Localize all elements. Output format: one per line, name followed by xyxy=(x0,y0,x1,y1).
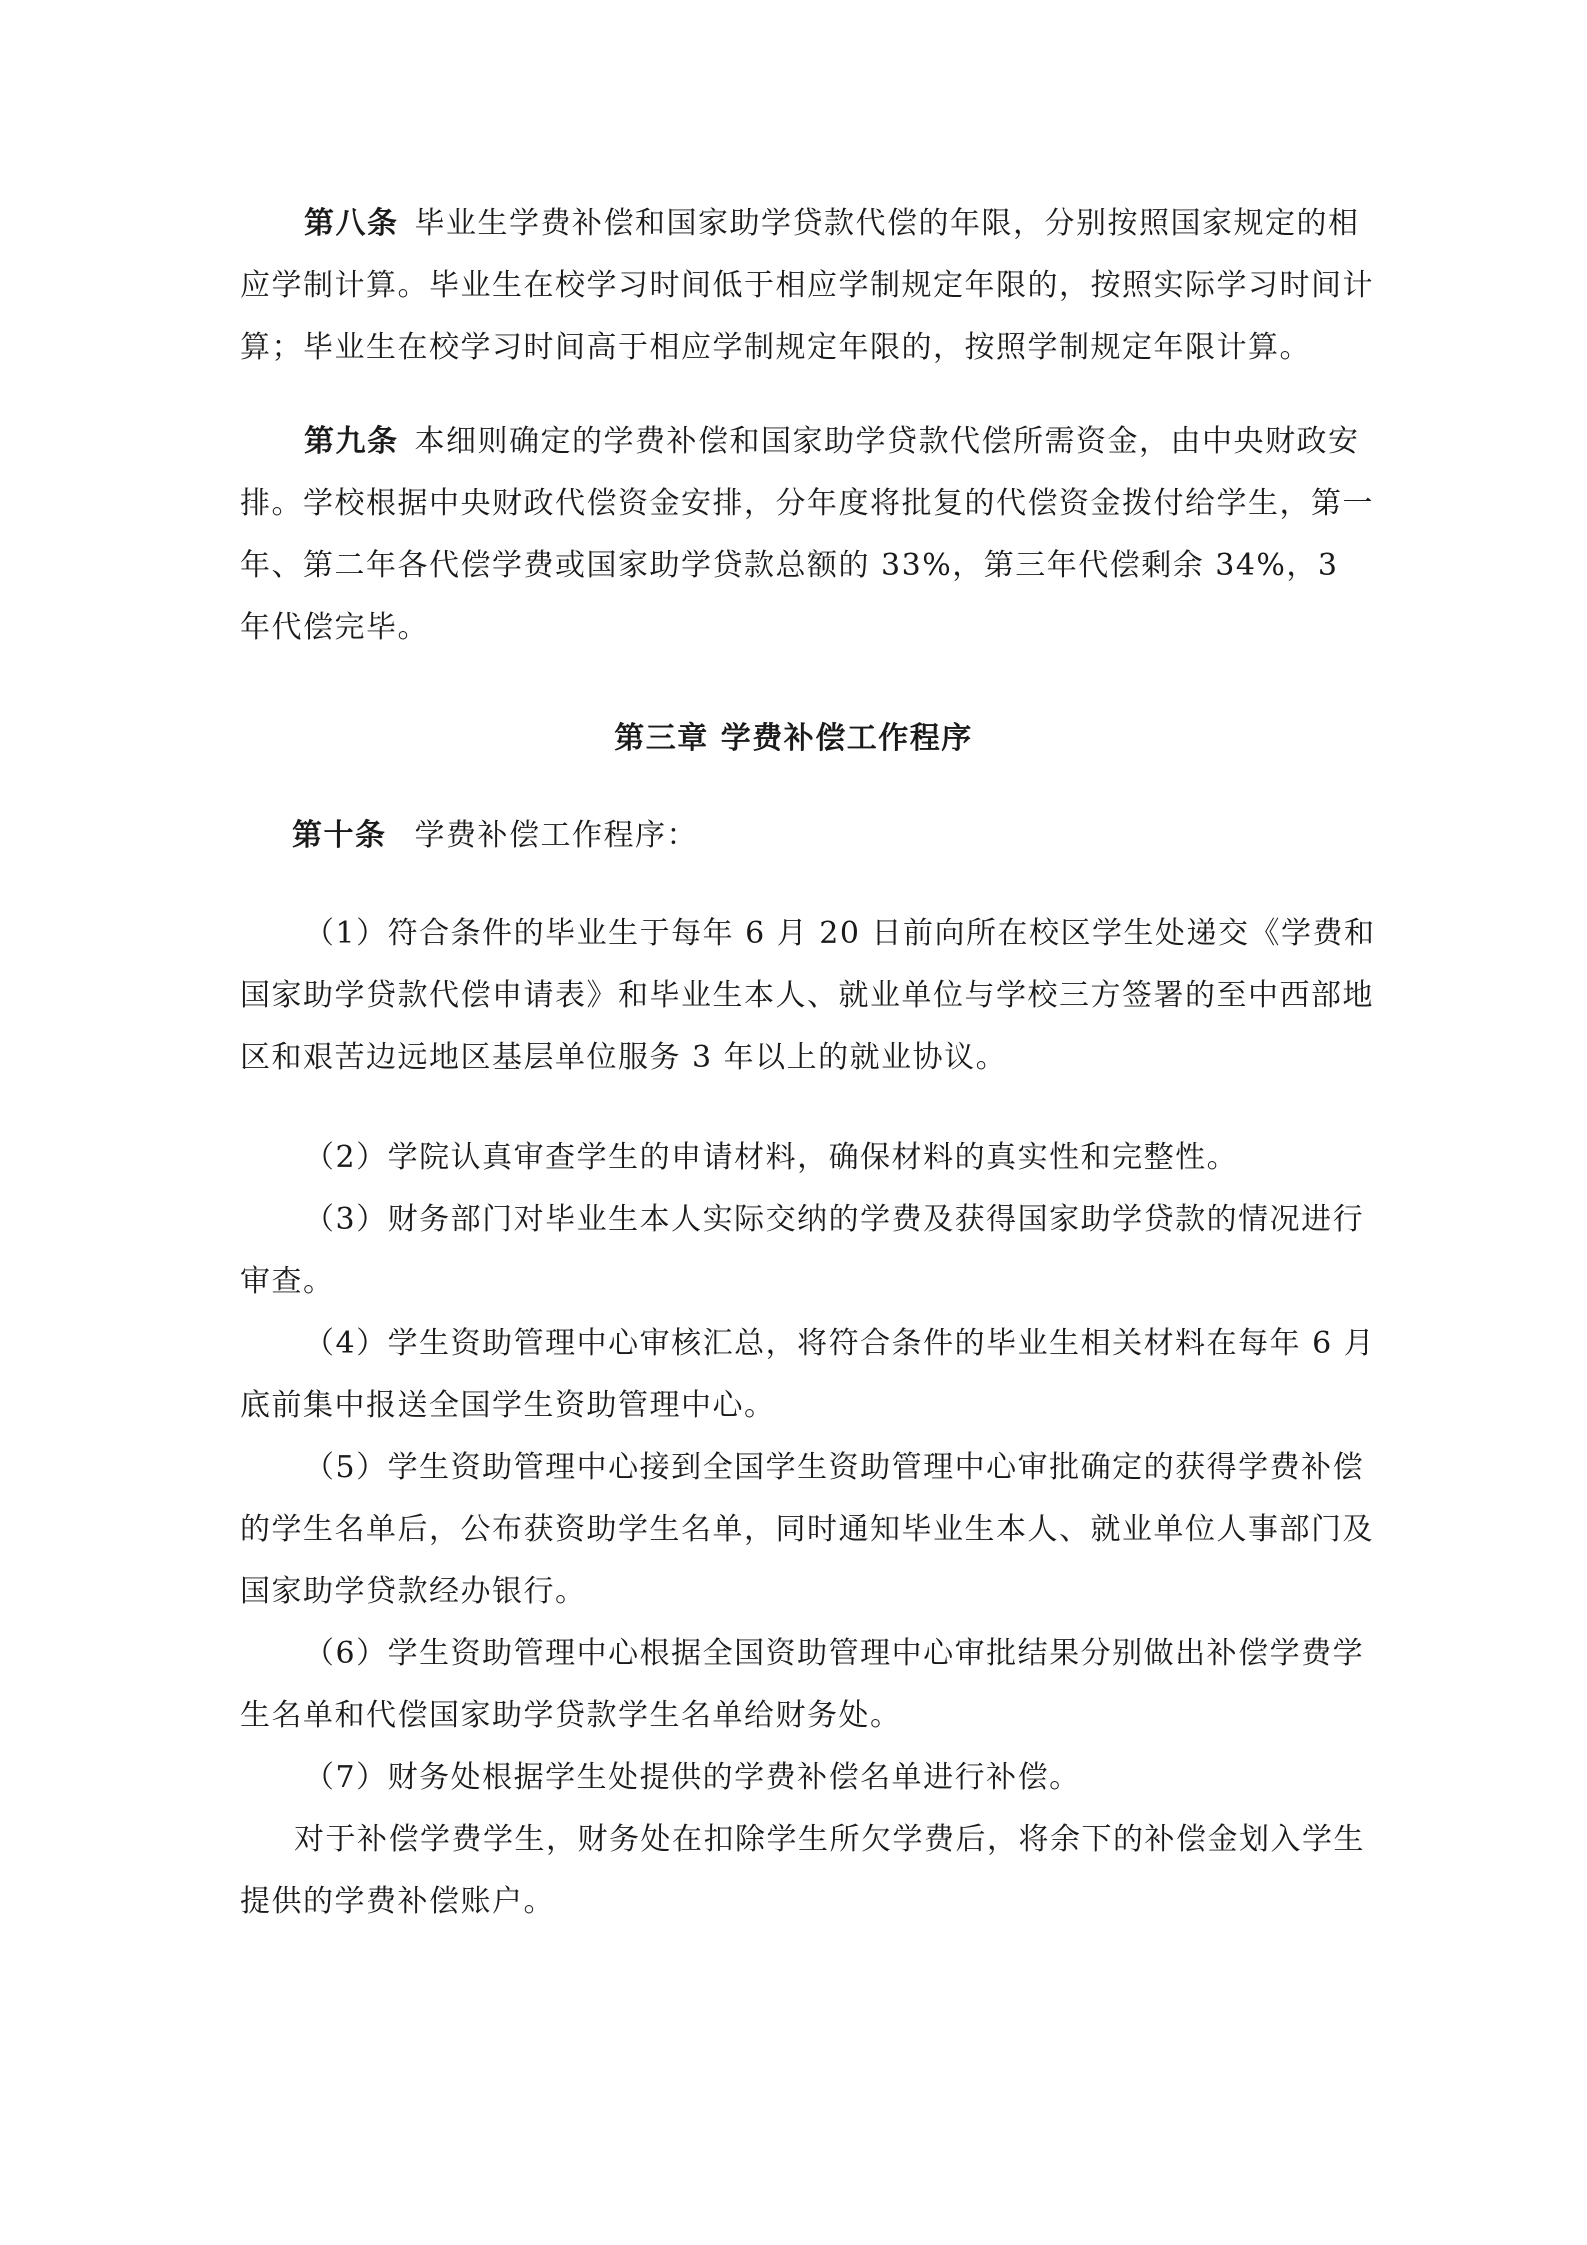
step-1: （1）符合条件的毕业生于每年 6 月 20 日前向所在校区学生处递交《学费和国家助学贷款代偿申请表》和毕业生本人、就业单位与学校三方签署的至中西部地区和艰苦边远地区基层单位服务 3 年以上的就业协议。 xyxy=(240,916,1376,1075)
article-10-label: 第十条 xyxy=(292,818,387,853)
step-5: （5）学生资助管理中心接到全国学生资助管理中心审批确定的获得学费补偿的学生名单后，公布获资助学生名单，同时通知毕业生本人、就业单位人事部门及国家助学贷款经办银行。 xyxy=(240,1450,1374,1609)
article-10 xyxy=(240,805,1380,867)
article-8-label: 第八条 xyxy=(304,206,399,241)
article-9-label: 第九条 xyxy=(304,424,399,459)
article-10-text: 学费补偿工作程序： xyxy=(414,818,698,853)
step-7: （7）财务处根据学生处提供的学费补偿名单进行补偿。 xyxy=(304,1760,1081,1795)
article-9-text: 本细则确定的学费补偿和国家助学贷款代偿所需资金，由中央财政安排。学校根据中央财政代偿资金安排，分年度将批复的代偿资金拨付给学生，第一年、第二年各代偿学费或国家助学贷款总额的 33%，第三年代偿剩余 34%，3 年代偿完毕。 xyxy=(240,424,1374,645)
article-8-text: 毕业生学费补偿和国家助学贷款代偿的年限，分别按照国家规定的相应学制计算。毕业生在校学习时间低于相应学制规定年限的，按照实际学习时间计算；毕业生在校学习时间高于相应学制规定年限的，按照学制规定年限计算。 xyxy=(240,206,1374,365)
closing-paragraph: 对于补偿学费学生，财务处在扣除学生所欠学费后，将余下的补偿金划入学生提供的学费补偿账户。 xyxy=(240,1822,1365,1919)
step-3: （3）财务部门对毕业生本人实际交纳的学费及获得国家助学贷款的情况进行审查。 xyxy=(240,1202,1365,1299)
step-4: （4）学生资助管理中心审核汇总，将符合条件的毕业生相关材料在每年 6 月底前集中报送全国学生资助管理中心。 xyxy=(240,1326,1376,1423)
step-6: （6）学生资助管理中心根据全国资助管理中心审批结果分别做出补偿学费学生名单和代偿国家助学贷款学生名单给财务处。 xyxy=(240,1636,1365,1733)
article-9 xyxy=(240,411,1380,659)
step-2: （2）学院认真审查学生的申请材料，确保材料的真实性和完整性。 xyxy=(304,1140,1239,1175)
chapter-3-heading: 第三章 学费补偿工作程序 xyxy=(614,721,973,756)
article-8 xyxy=(240,193,1380,379)
